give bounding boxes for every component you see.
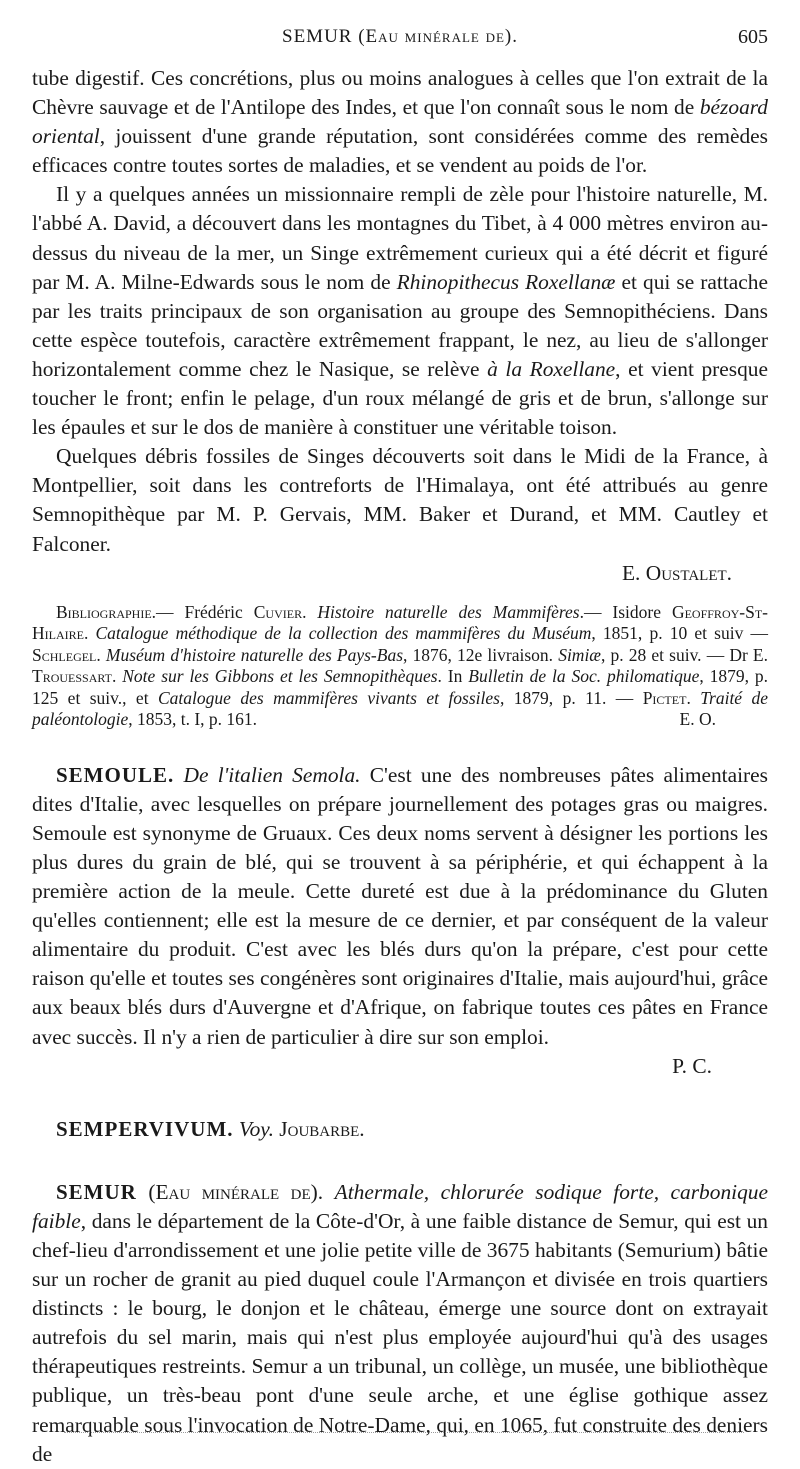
running-head (32, 26, 768, 48)
footer-dotted-rule (64, 1432, 744, 1433)
qualifier: Athermale, chlorurée sodique forte, carbonique faible (32, 1179, 768, 1233)
text-run: . (302, 601, 318, 622)
text-run: . (83, 623, 96, 644)
text-run: . In (437, 666, 469, 687)
work-title: Catalogue des mammifères vivants et fossiles (158, 687, 500, 708)
work-title: Note sur les Gibbons et les Semnopithèques (122, 666, 438, 687)
biblio-label: Bibliographie. (56, 601, 157, 622)
cross-reference: Joubarbe. (279, 1116, 365, 1141)
entry-sempervivum (32, 1115, 768, 1144)
bibliography (32, 602, 768, 731)
biblio-signature: E. O. (679, 709, 716, 730)
text-run: , 1876, 12e livraison. (403, 644, 559, 665)
headword-sempervivum: SEMPERVIVUM. (56, 1116, 234, 1141)
author-name: Pictet (642, 687, 687, 708)
work-title: Muséum d'histoire naturelle des Pays-Bas (105, 644, 404, 665)
running-head-sub: (Eau minérale de). (358, 26, 518, 47)
text-run: , jouissent d'une grande réputation, sont considérées comme des remèdes efficaces contre toutes sortes de maladies, et se vendent au poids de l'or. (32, 124, 768, 178)
text-run: , 1879, p. 125 et suiv., et (32, 666, 769, 708)
text-run: tube digestif. Ces concrétions, plus ou moins analogues à celles que l'on extrait de la Chèvre sauvage et de l'Antilope des Indes, et que l'on connaît sous le nom de (32, 66, 768, 120)
text-run: , et vient presque toucher le front; enfin le pelage, d'un roux mélangé de gris et de brun, s'allonge sur les épaules et sur le dos de manière à constituer une véritable toison. (32, 356, 768, 440)
headword-sub: (Eau minérale de). (148, 1179, 324, 1204)
author-signature: P. C. (672, 1053, 712, 1078)
text-run: , 1853, t. I, p. 161. (128, 709, 258, 730)
text-run: , 1851, p. 10 et suiv — (591, 623, 768, 644)
work-title: Histoire naturelle des Mammifères (317, 601, 580, 622)
author-name: Geoffroy-St-Hilaire (32, 601, 768, 644)
text-run: . (96, 644, 106, 665)
body-text (32, 64, 768, 1469)
headword-semoule: SEMOULE. (56, 762, 175, 787)
see-reference: Voy. (238, 1116, 274, 1141)
running-head-word: SEMUR (282, 26, 353, 47)
etymology: De l'italien Semola. (183, 762, 361, 787)
paragraph-bezoard (32, 64, 768, 180)
author-name: Schlegel (32, 644, 97, 665)
italic-term: Rhinopithecus Roxellanæ (396, 269, 616, 294)
headword-semur: SEMUR (56, 1179, 137, 1204)
text-run: , 1879, p. 11. — (499, 687, 643, 708)
entry-text: , dans le département de la Côte-d'Or, à une faible distance de Semur, qui est un chef-lieu d'arrondissement et une jolie petite ville de 3675 habitants (Semurium) bâtie sur un rocher de granit au pied duquel coule l'Armançon et divisée en trois quartiers distincts : le bourg, le donjon et le château, émerge une source dont on extrayait autrefois du sel marin, mais qui n'est plus employée aujourd'hui qu'à des usages thérapeutiques restreints. Semur a un tribunal, un collège, un musée, une bibliothèque publique, un très-beau pont d'une seule arche, et une église gothique assez remarquable sous l'invocation de Notre-Dame, qui, en 1065, fut construite des deniers de (32, 1208, 768, 1466)
work-title: Traité de paléontologie (32, 687, 769, 730)
paragraph-rhinopithecus (32, 180, 768, 442)
text-run: , p. 28 et suiv. — Dr E. (600, 644, 768, 665)
paragraph-fossils (32, 442, 768, 587)
text-run: — Frédéric (156, 601, 254, 622)
entry-text: C'est une des nombreuses pâtes alimentaires dites d'Italie, avec lesquelles on prépare journellement des potages gras ou maigres. Semoule est synonyme de Gruaux. Ces deux noms servent à désigner les portions les plus dures du grain de blé, qui se trouvent à sa périphérie, et qui échappent à la première action de la meule. Cette dureté est due à la prédominance du Gluten qu'elles contiennent; elle est la mesure de ce dernier, et par conséquent de la valeur alimentaire du produit. C'est avec les blés durs qu'on la prépare, c'est pour cette raison qu'elle et toutes ses congénères sont originaires d'Italie, mais aujourd'hui, grâce aux beaux blés durs d'Auvergne et d'Afrique, on fabrique toutes ces pâtes en France avec succès. Il n'y a rien de particulier à dire sur son emploi. (32, 762, 768, 1049)
work-title: Simiæ (558, 644, 601, 665)
text-run: . (686, 687, 701, 708)
entry-semoule (32, 761, 768, 1081)
italic-term: bézoard oriental (32, 95, 768, 149)
author-name: Cuvier (253, 601, 303, 622)
text-run: Il y a quelques années un missionnaire rempli de zèle pour l'histoire naturelle, M. l'abbé A. David, a découvert dans les montagnes du Tibet, à 4 000 mètres environ au-dessus du niveau de la mer, un Singe extrêmement curieux qui a été décrit et figuré par M. A. Milne-Edwards sous le nom de (32, 182, 768, 294)
author-signature: E. Oustalet. (621, 560, 732, 585)
author-name: Trouessart (32, 666, 112, 687)
italic-term: à la Roxellane (487, 356, 616, 381)
text-run: . (111, 666, 123, 687)
entry-semur (32, 1178, 768, 1469)
work-title: Bulletin de la Soc. philomatique (468, 666, 700, 687)
work-title: Catalogue méthodique de la collection des mammifères du Muséum (95, 623, 592, 644)
text-run: et qui se rattache par les traits principaux de son organisation au groupe des Semnopithéciens. Dans cette espèce toutefois, caractère extrêmement frappant, le nez, au lieu de s'allonger horizontalement comme chez le Nasique, se relève (32, 269, 768, 381)
page-number: 605 (738, 26, 768, 48)
page-header (32, 26, 768, 54)
text-run: Quelques débris fossiles de Singes découverts soit dans le Midi de la France, à Montpellier, soit dans les contreforts de l'Himalaya, ont été attribués au genre Semnopithèque par M. P. Gervais, MM. Baker et Durand, et MM. Cautley et Falconer. (32, 444, 768, 556)
text-run: .— Isidore (579, 601, 672, 622)
